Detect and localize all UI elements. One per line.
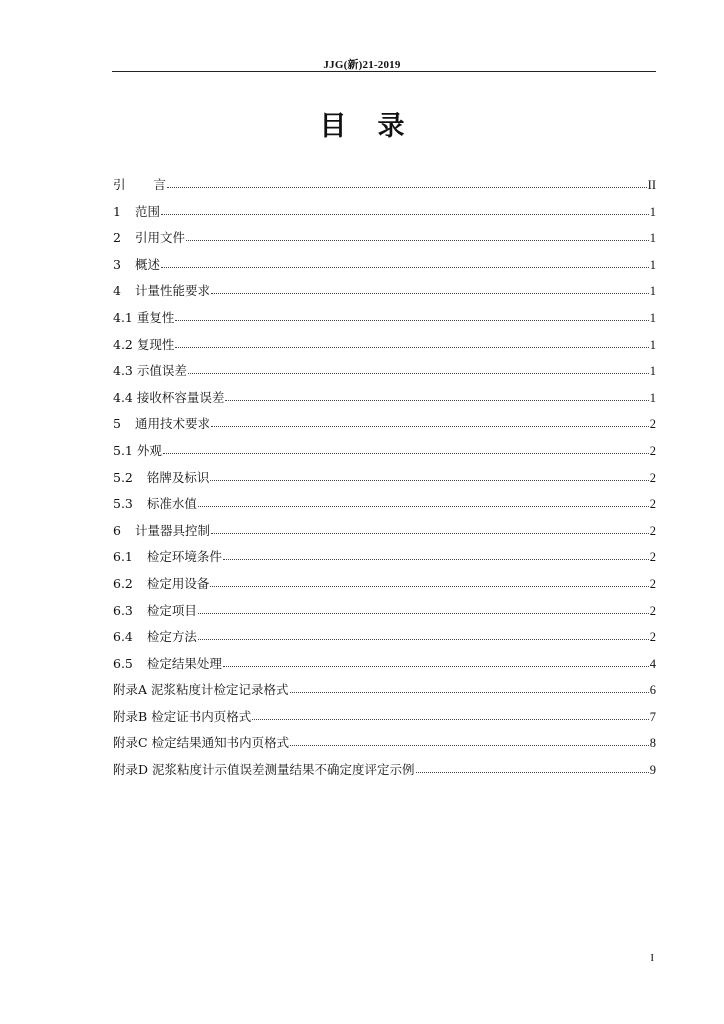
toc-dot-leader <box>416 771 649 773</box>
toc-entry[interactable] <box>113 385 656 412</box>
toc-entry-title <box>113 598 197 625</box>
toc-entry-label: 引用文件 <box>134 230 185 246</box>
toc-dot-leader <box>211 425 649 427</box>
toc-entry[interactable] <box>113 332 656 359</box>
toc-entry-label: 概述 <box>134 256 160 272</box>
toc-entry-number: 附录A <box>113 682 148 698</box>
toc-entry-label: 泥浆粘度计示值误差测量结果不确定度评定示例 <box>152 762 415 778</box>
toc-entry-number: 6.3 <box>113 602 133 618</box>
toc-dot-leader <box>198 505 649 507</box>
toc-dot-leader <box>167 186 647 188</box>
toc-entry-page: 9 <box>649 763 656 778</box>
toc-entry-title <box>113 704 251 731</box>
toc-entry-number: 4.4 <box>113 389 133 405</box>
toc-entry-page: 2 <box>649 417 656 432</box>
toc-entry-page: 1 <box>649 310 656 325</box>
toc-entry[interactable] <box>113 438 656 465</box>
toc-entry-number: 4.3 <box>113 363 133 379</box>
toc-entry-label: 接收杯容量误差 <box>136 389 225 405</box>
toc-entry[interactable] <box>113 571 656 598</box>
page-title: 目录 <box>319 111 436 142</box>
toc-entry-title <box>113 305 174 332</box>
toc-entry-page: 1 <box>649 257 656 272</box>
toc-dot-leader <box>210 585 648 587</box>
toc-entry-page: II <box>647 178 656 192</box>
toc-entry-title <box>113 544 222 571</box>
toc-dot-leader <box>211 532 649 534</box>
toc-entry-page: 2 <box>649 497 656 512</box>
toc-entry-title <box>113 199 160 226</box>
toc-entry-number: 4 <box>113 283 121 299</box>
toc-entry-page: 6 <box>649 683 656 698</box>
toc-dot-leader <box>175 346 648 348</box>
toc-dot-leader <box>175 319 648 321</box>
toc-entry-label: 计量器具控制 <box>134 522 210 538</box>
toc-entry-page: 2 <box>649 523 656 538</box>
toc-entry-page: 7 <box>649 709 656 724</box>
toc-entry[interactable] <box>113 544 656 571</box>
toc-entry-number: 5.2 <box>113 469 133 485</box>
toc-entry-label: 检定用设备 <box>146 575 210 591</box>
toc-dot-leader <box>163 452 649 454</box>
toc-entry-title <box>113 571 209 598</box>
toc-entry-page: 2 <box>649 550 656 565</box>
toc-entry-title <box>113 518 210 545</box>
toc-entry-number: 6.5 <box>113 655 133 671</box>
toc-dot-leader <box>223 558 649 560</box>
toc-entry-title <box>113 757 415 784</box>
toc-entry-page: 1 <box>649 364 656 379</box>
toc-entry-number: 3 <box>113 256 121 272</box>
toc-entry[interactable] <box>113 358 656 385</box>
toc-entry[interactable] <box>113 172 656 199</box>
toc-dot-leader <box>186 239 649 241</box>
toc-entry-label: 检定方法 <box>146 629 197 645</box>
toc-entry-number: 6.1 <box>113 549 133 565</box>
toc-entry-number: 6.4 <box>113 629 133 645</box>
toc-entry-number: 5.1 <box>113 442 133 458</box>
toc-entry-label: 检定结果处理 <box>146 655 222 671</box>
toc-entry-title <box>113 730 289 757</box>
toc-dot-leader <box>161 266 649 268</box>
toc-entry-number: 5 <box>113 416 121 432</box>
toc-entry[interactable] <box>113 651 656 678</box>
toc-entry-title <box>113 465 209 492</box>
toc-entry[interactable] <box>113 704 656 731</box>
toc-entry[interactable] <box>113 730 656 757</box>
toc-entry-title <box>113 358 187 385</box>
toc-dot-leader <box>188 372 649 374</box>
toc-entry-label: 检定结果通知书内页格式 <box>151 735 290 751</box>
toc-entry[interactable] <box>113 305 656 332</box>
toc-entry-title <box>113 252 160 279</box>
toc-dot-leader <box>290 744 649 746</box>
toc-entry-page: 8 <box>649 736 656 751</box>
toc-dot-leader <box>223 665 649 667</box>
toc-entry[interactable] <box>113 518 656 545</box>
toc-entry[interactable] <box>113 411 656 438</box>
toc-dot-leader <box>211 292 649 294</box>
toc-entry-title <box>113 624 197 651</box>
page-number: I <box>650 952 654 964</box>
toc-entry-label: 泥浆粘度计检定记录格式 <box>151 682 289 698</box>
toc-entry-number: 4.2 <box>113 336 133 352</box>
toc-entry-page: 2 <box>649 443 656 458</box>
toc-entry-page: 2 <box>649 603 656 618</box>
toc-entry-title <box>113 677 289 704</box>
toc-entry[interactable] <box>113 199 656 226</box>
toc-entry-page: 1 <box>649 231 656 246</box>
toc-entry-label: 检定项目 <box>146 602 197 618</box>
toc-entry[interactable] <box>113 465 656 492</box>
toc-entry-label: 计量性能要求 <box>134 283 210 299</box>
toc-entry-page: 1 <box>649 337 656 352</box>
toc-entry-label: 言 <box>153 177 167 192</box>
toc-entry[interactable] <box>113 757 656 784</box>
toc-entry-title <box>113 332 174 359</box>
toc-entry-page: 2 <box>649 630 656 645</box>
toc-dot-leader <box>198 638 649 640</box>
toc-entry-number: 5.3 <box>113 496 133 512</box>
toc-entry-label: 范围 <box>134 203 160 219</box>
toc-entry-label: 铭牌及标识 <box>146 469 210 485</box>
toc-dot-leader <box>290 691 649 693</box>
toc-entry-page: 1 <box>649 284 656 299</box>
toc-entry[interactable] <box>113 225 656 252</box>
toc-entry-label: 检定证书内页格式 <box>151 708 252 724</box>
toc-entry-page: 1 <box>649 390 656 405</box>
toc-entry-number: 6 <box>113 522 121 538</box>
toc-entry[interactable] <box>113 677 656 704</box>
toc-entry-label: 通用技术要求 <box>134 416 210 432</box>
toc-entry[interactable] <box>113 598 656 625</box>
toc-entry-number: 附录B <box>113 708 148 724</box>
toc-entry-page: 4 <box>649 656 656 671</box>
toc-entry-label: 重复性 <box>136 309 175 325</box>
toc-entry-number: 4.1 <box>113 309 133 325</box>
toc-entry-title <box>113 385 224 412</box>
toc-entry[interactable] <box>113 278 656 305</box>
toc-dot-leader <box>210 479 648 481</box>
toc-entry-page: 2 <box>649 470 656 485</box>
toc-entry-label: 标准水值 <box>146 496 197 512</box>
toc-entry-number: 引 <box>113 177 126 192</box>
toc-entry[interactable] <box>113 252 656 279</box>
toc-entry[interactable] <box>113 624 656 651</box>
toc-dot-leader <box>252 718 649 720</box>
toc-entry-page: 1 <box>649 204 656 219</box>
toc-dot-leader <box>198 612 649 614</box>
toc-entry-number: 1 <box>113 203 121 219</box>
toc-entry-label: 复现性 <box>136 336 175 352</box>
toc-entry-number: 6.2 <box>113 575 133 591</box>
toc-entry-number: 2 <box>113 230 121 246</box>
toc-entry-number: 附录C <box>113 735 148 751</box>
toc-entry-title <box>113 225 185 252</box>
toc-entry-title <box>113 438 162 465</box>
toc-entry-label: 示值误差 <box>136 363 187 379</box>
standard-code-header: JJG(新)21-2019 <box>323 59 401 71</box>
toc-entry-title <box>113 411 210 438</box>
toc-entry-title <box>113 278 210 305</box>
header-divider <box>112 71 656 72</box>
toc-entry[interactable] <box>113 491 656 518</box>
toc-entry-title <box>113 172 166 199</box>
toc-entry-label: 外观 <box>136 442 162 458</box>
toc-entry-title <box>113 491 197 518</box>
table-of-contents <box>113 172 656 784</box>
toc-dot-leader <box>225 399 648 401</box>
toc-entry-title <box>113 651 222 678</box>
toc-entry-number: 附录D <box>113 762 149 778</box>
toc-dot-leader <box>161 213 649 215</box>
toc-entry-page: 2 <box>649 576 656 591</box>
toc-entry-label: 检定环境条件 <box>146 549 222 565</box>
